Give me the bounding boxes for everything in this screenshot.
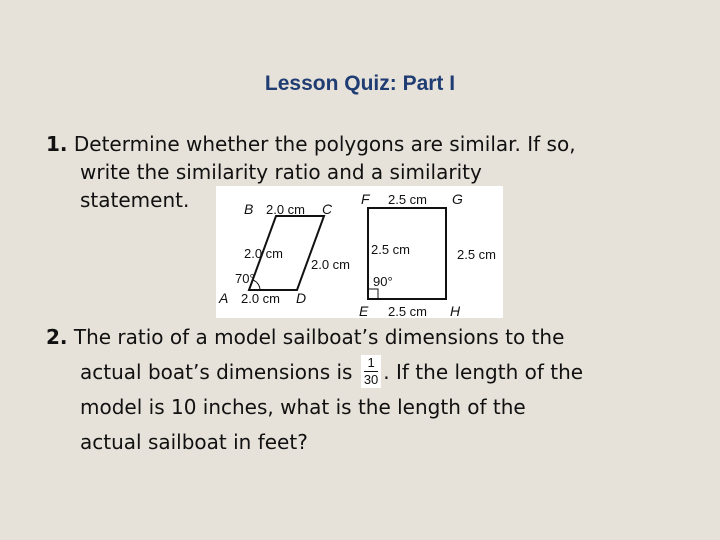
question-1-number: 1. <box>46 132 68 156</box>
question-2 <box>46 320 706 460</box>
square-top-side-label: 2.5 cm <box>388 192 428 207</box>
fraction-numerator: 1 <box>367 355 375 370</box>
question-2-line-2 <box>46 355 706 390</box>
question-2-line-3: model is 10 inches, what is the length of the <box>80 395 526 419</box>
rhombus-left-side-label: 2.0 cm <box>244 246 284 261</box>
question-2-line-1: The ratio of a model sailboat’s dimensions to the <box>73 325 565 349</box>
question-2-line-4: actual sailboat in feet? <box>80 430 308 454</box>
rhombus-angle-label: 70° <box>235 271 255 286</box>
fraction-denominator: 30 <box>363 372 379 387</box>
vertex-b-label: B <box>244 201 254 217</box>
square-right-angle-mark <box>368 289 378 299</box>
polygons-diagram <box>216 186 503 318</box>
vertex-c-label: C <box>322 201 333 217</box>
square-bottom-side-label: 2.5 cm <box>388 304 428 318</box>
ratio-fraction <box>361 355 381 388</box>
vertex-h-label: H <box>450 303 461 318</box>
question-1-line-3: statement. <box>80 188 190 212</box>
question-2-line-2-after: . If the length of the <box>383 360 584 384</box>
question-2-number: 2. <box>46 325 68 349</box>
rhombus-bottom-side-label: 2.0 cm <box>241 291 281 306</box>
rhombus-right-side-label: 2.0 cm <box>311 257 351 272</box>
vertex-e-label: E <box>359 303 369 318</box>
vertex-f-label: F <box>361 191 370 207</box>
question-1-line-2: write the similarity ratio and a similarity <box>80 160 482 184</box>
rhombus-top-side-label: 2.0 cm <box>266 202 306 217</box>
lesson-quiz-title: Lesson Quiz: Part I <box>264 72 456 95</box>
square-angle-label: 90° <box>373 274 393 289</box>
vertex-d-label: D <box>296 290 307 306</box>
polygons-figure <box>216 186 503 318</box>
vertex-a-label: A <box>219 290 229 306</box>
question-1-line-1: Determine whether the polygons are similar. If so, <box>73 132 576 156</box>
square-right-side-label: 2.5 cm <box>457 247 497 262</box>
square-left-side-label: 2.5 cm <box>371 242 411 257</box>
question-2-line-2-before: actual boat’s dimensions is <box>80 360 353 384</box>
vertex-g-label: G <box>452 191 463 207</box>
